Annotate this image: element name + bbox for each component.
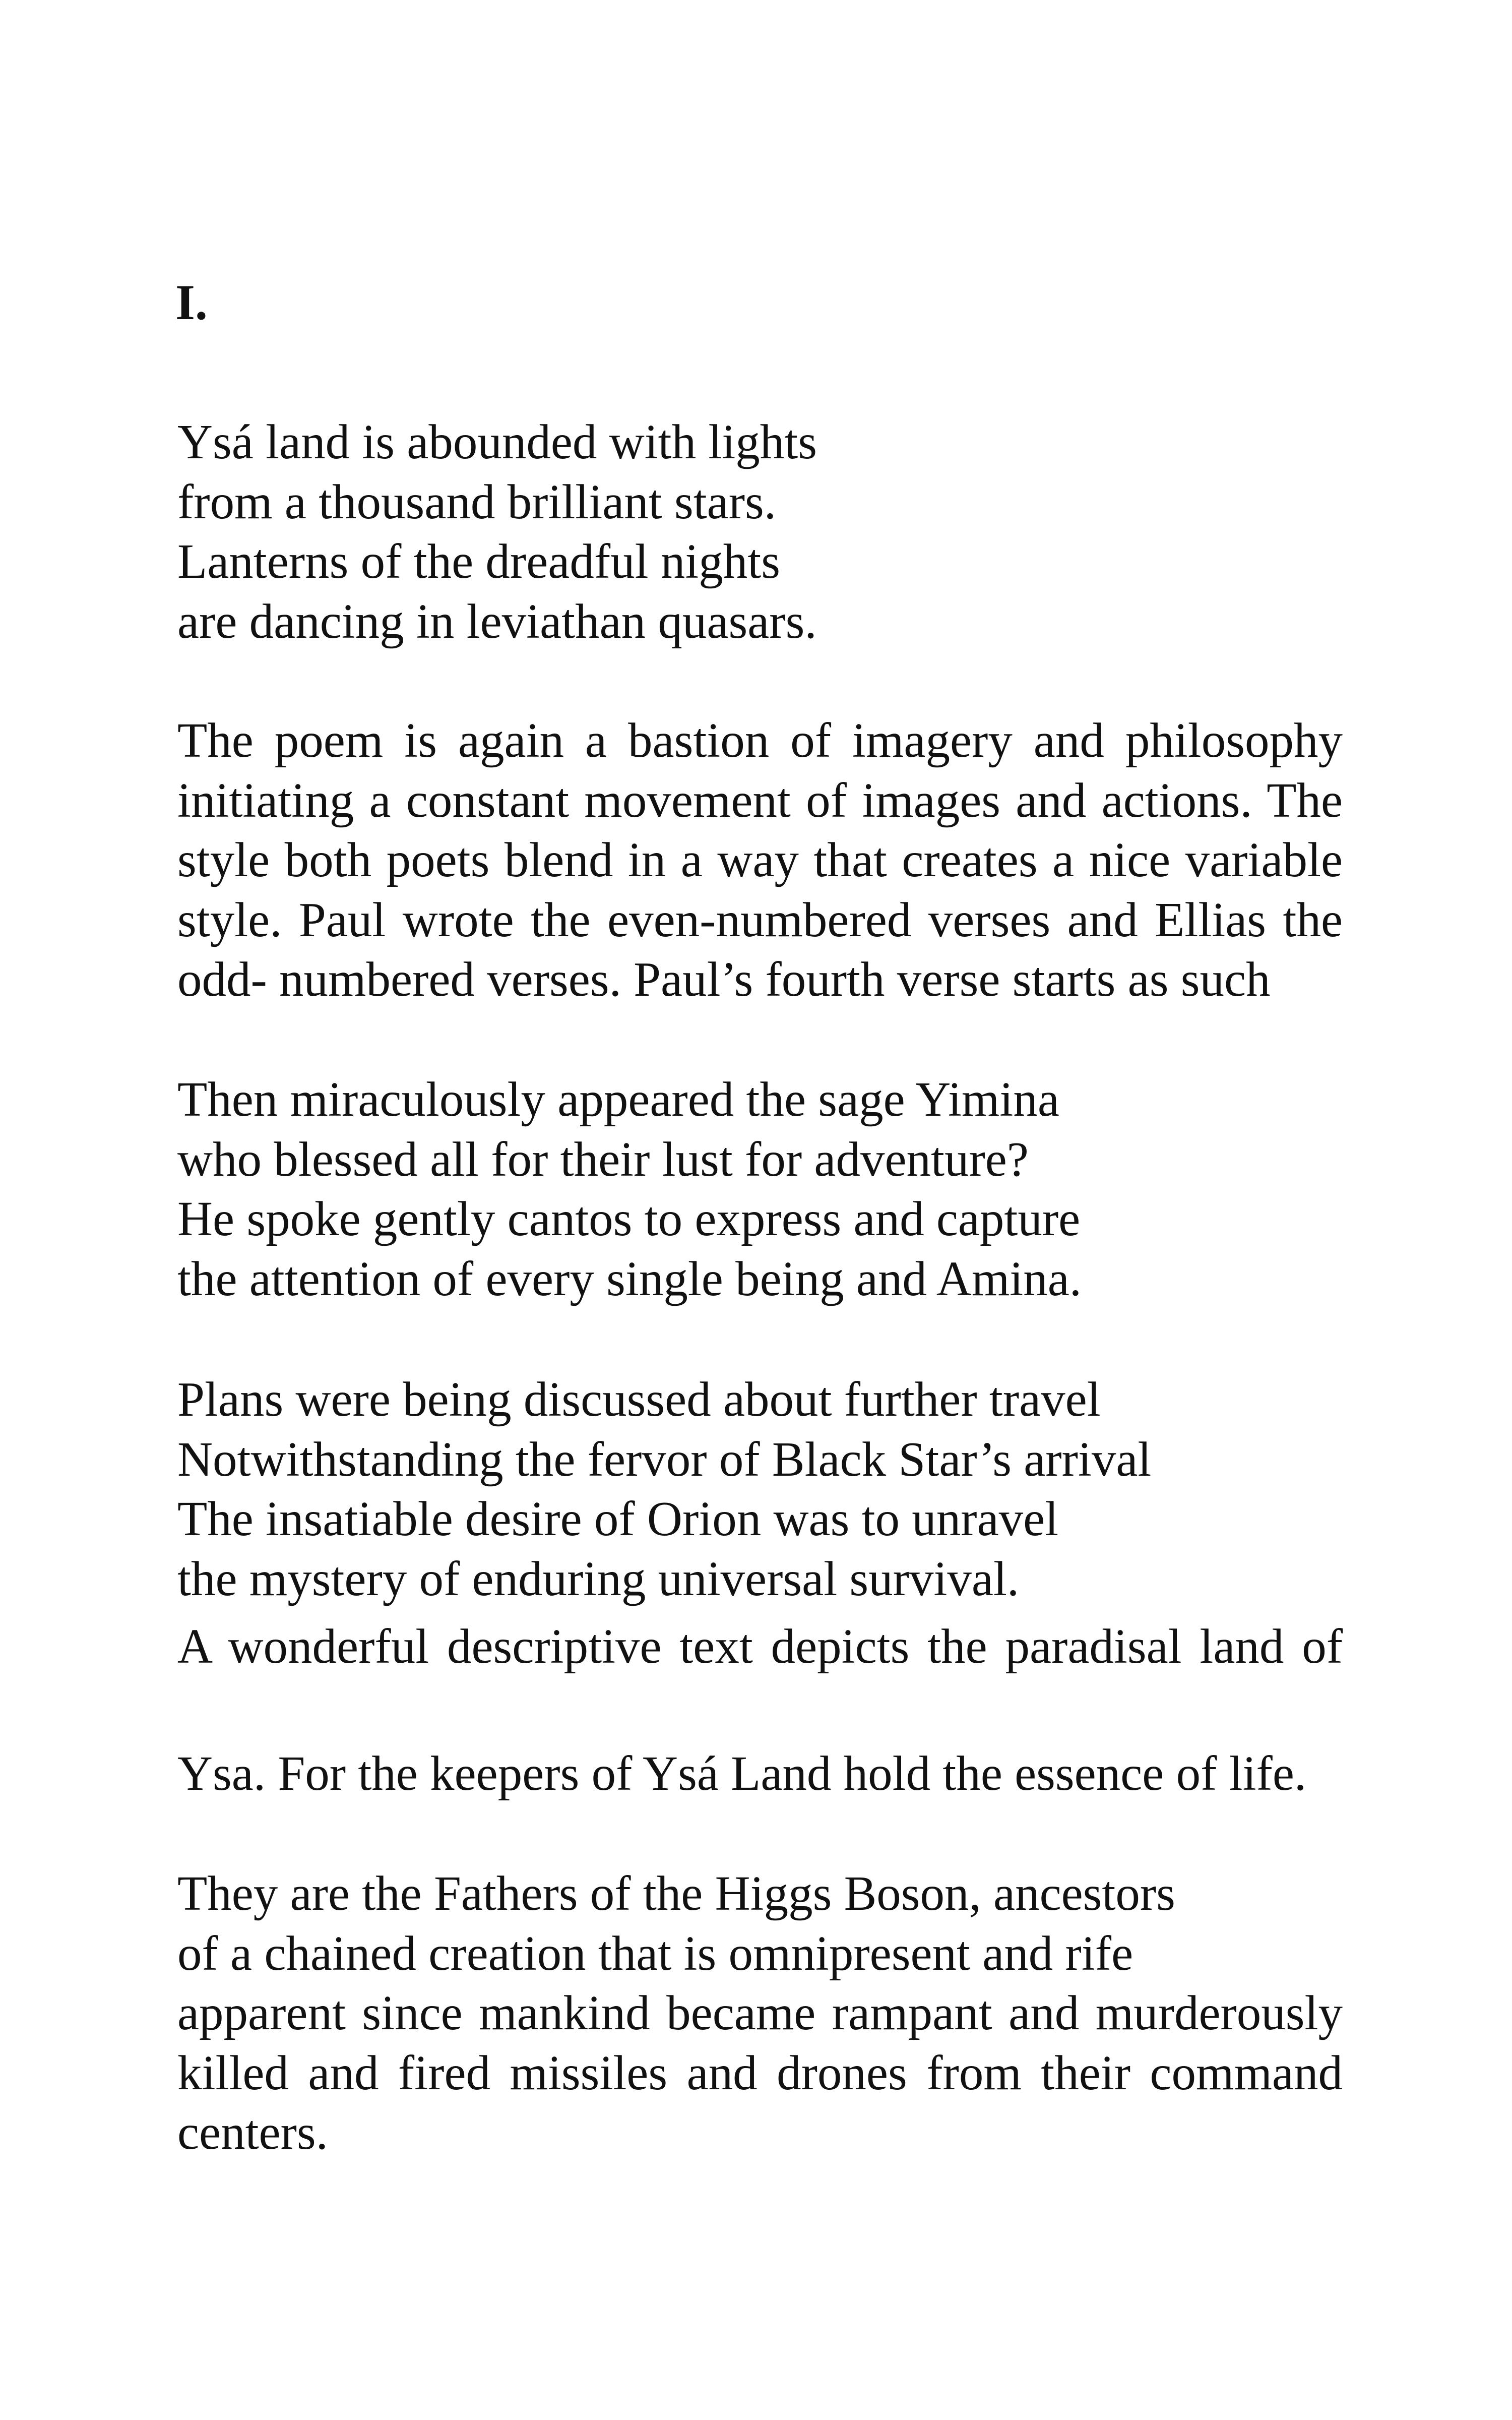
- prose-line: style. Paul wrote the even-numbered verses and Ellias the: [177, 892, 1343, 947]
- prose-line: initiating a constant movement of images and actions. The: [177, 773, 1343, 827]
- verse-line: are dancing in leviathan quasars.: [177, 594, 817, 648]
- prose-paragraph-3: [177, 1744, 1343, 1804]
- prose-line: centers.: [177, 2105, 328, 2159]
- verse-line: the attention of every single being and Amina.: [177, 1251, 1082, 1306]
- verse-line: Then miraculously appeared the sage Yimina: [177, 1072, 1059, 1126]
- prose-line: killed and fired missiles and drones from their command: [177, 2045, 1343, 2100]
- prose-line: Ysa. For the keepers of Ysá Land hold the essence of life.: [177, 1746, 1307, 1800]
- prose-line: odd- numbered verses. Paul’s fourth verse starts as such: [177, 952, 1271, 1006]
- prose-paragraph-4: [177, 1983, 1343, 2163]
- verse-line: Notwithstanding the fervor of Black Star’s arrival: [177, 1432, 1152, 1486]
- verse-line: The insatiable desire of Orion was to unravel: [177, 1492, 1059, 1546]
- prose-line: A wonderful descriptive text depicts the paradisal land of: [177, 1619, 1343, 1673]
- stanza-2: [177, 1070, 1343, 1309]
- stanza-1: [177, 412, 1343, 651]
- stanza-4: [177, 1864, 1343, 1983]
- stanza-3: [177, 1370, 1343, 1609]
- verse-line: They are the Fathers of the Higgs Boson, ancestors: [177, 1866, 1175, 1920]
- verse-line: Plans were being discussed about further travel: [177, 1372, 1101, 1426]
- section-heading: I.: [175, 274, 208, 330]
- verse-line: who blessed all for their lust for adventure?: [177, 1132, 1029, 1186]
- prose-line: The poem is again a bastion of imagery and philosophy: [177, 713, 1343, 767]
- prose-paragraph-1: [177, 711, 1343, 1010]
- verse-line: of a chained creation that is omnipresent and rife: [177, 1926, 1133, 1980]
- prose-line: style both poets blend in a way that creates a nice variable: [177, 833, 1343, 887]
- verse-line: from a thousand brilliant stars.: [177, 474, 777, 529]
- verse-line: Lanterns of the dreadful nights: [177, 534, 780, 588]
- verse-line: Ysá land is abounded with lights: [177, 415, 817, 469]
- prose-line: apparent since mankind became rampant and murderously: [177, 1986, 1343, 2040]
- verse-line: He spoke gently cantos to express and capture: [177, 1192, 1081, 1246]
- prose-paragraph-2: [177, 1617, 1343, 1677]
- verse-line: the mystery of enduring universal survival.: [177, 1551, 1020, 1606]
